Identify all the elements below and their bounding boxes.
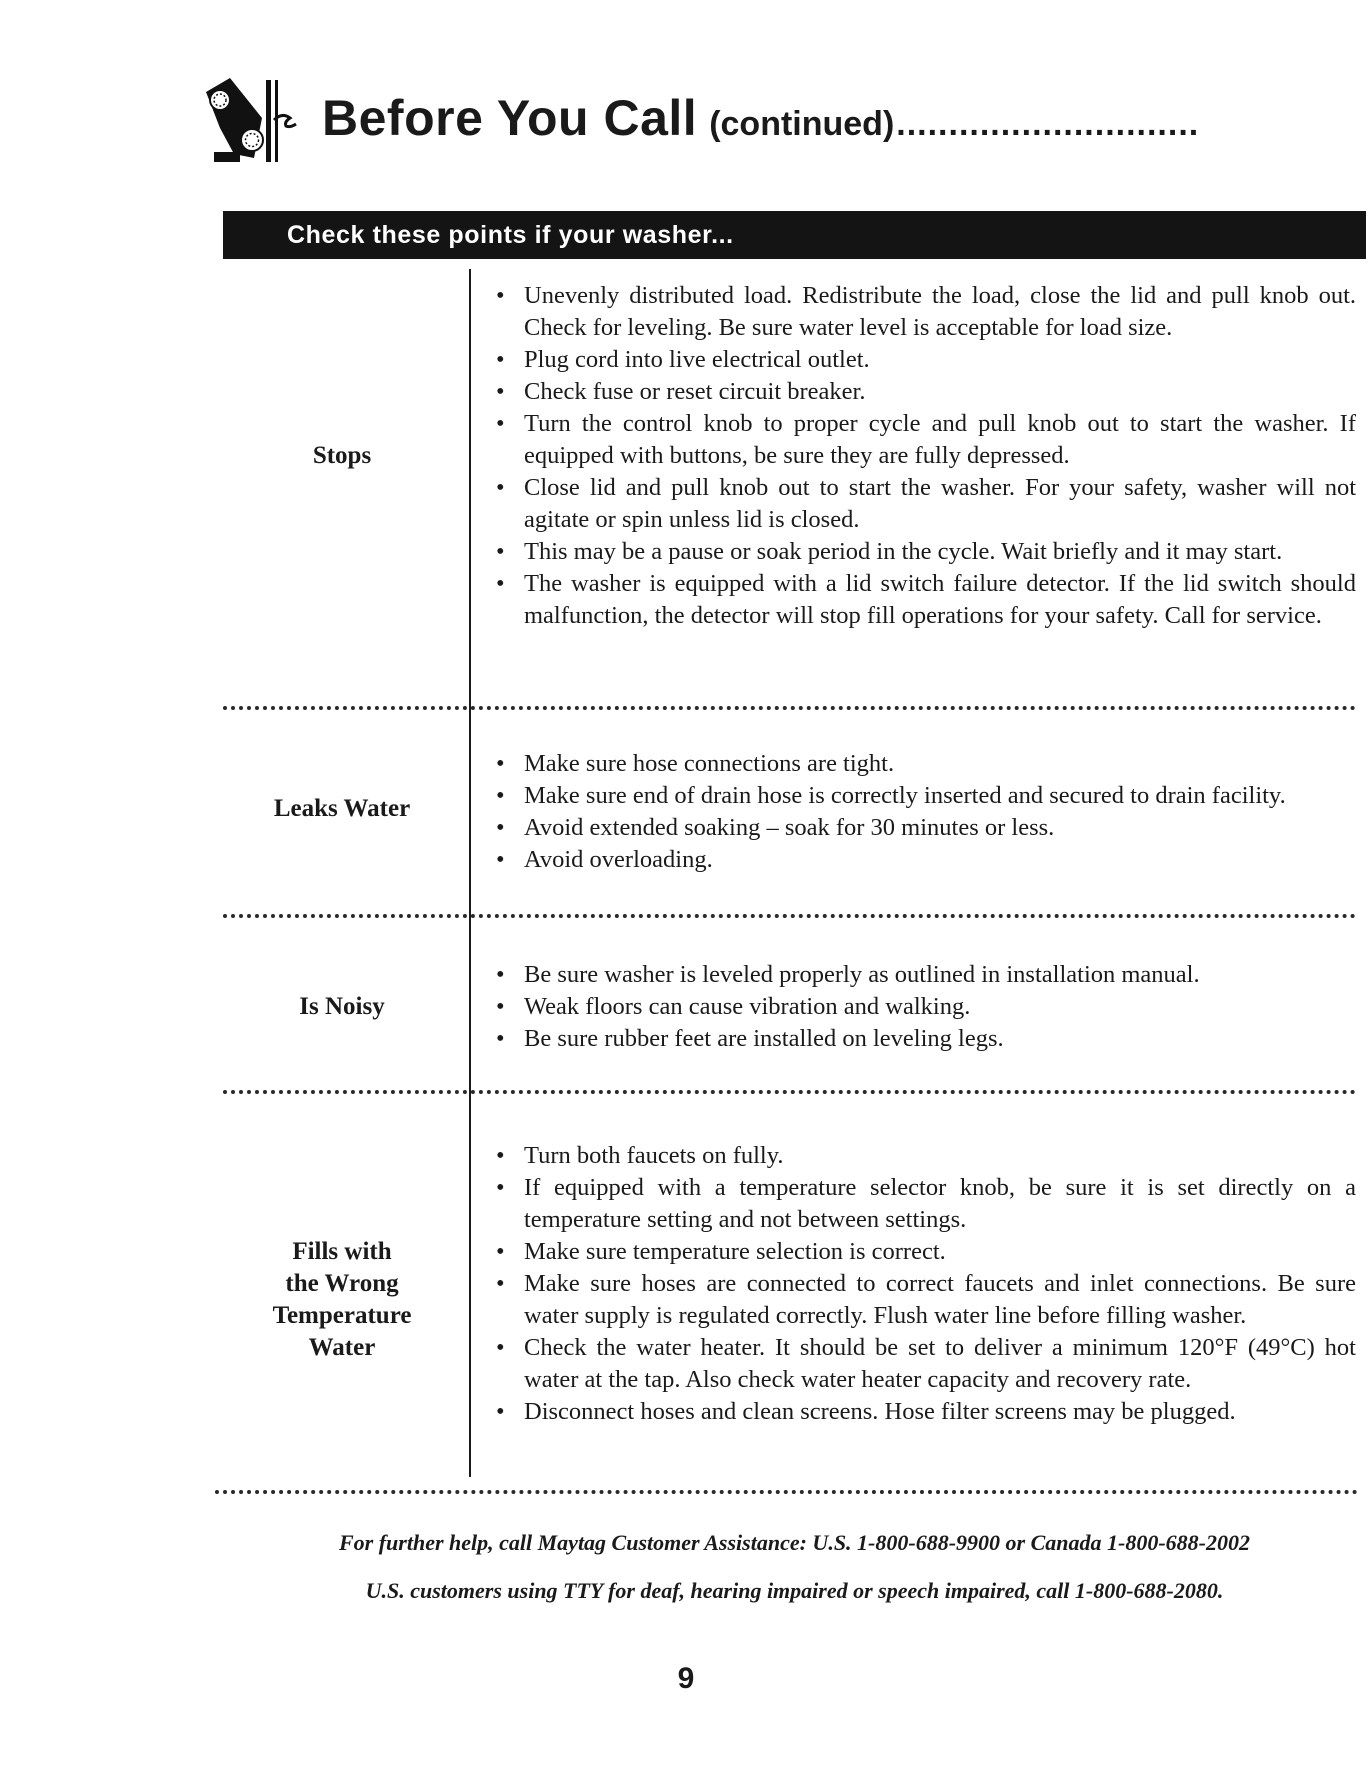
list-item: • Make sure hose connections are tight. bbox=[490, 748, 1356, 780]
label-line: Fills with bbox=[292, 1238, 392, 1265]
row-list-leaks-water bbox=[490, 748, 1356, 876]
list-item: • Avoid overloading. bbox=[490, 844, 1356, 876]
row-separator bbox=[223, 1090, 1356, 1094]
list-item: • Make sure end of drain hose is correctly inserted and secured to drain facility. bbox=[490, 780, 1356, 812]
footer-line-tty: U.S. customers using TTY for deaf, hearing impaired or speech impaired, call 1-800-688-2080. bbox=[365, 1578, 1224, 1603]
row-separator bbox=[223, 914, 1356, 918]
column-divider bbox=[469, 269, 471, 1477]
label-line: Temperature bbox=[272, 1302, 412, 1329]
label-line: Water bbox=[308, 1334, 376, 1361]
section-banner: Check these points if your washer... bbox=[223, 211, 1366, 259]
technician-icon bbox=[200, 70, 320, 166]
list-item: • Turn the control knob to proper cycle and pull knob out to start the washer. If equipped with buttons, be sure they are fully depressed. bbox=[490, 408, 1356, 472]
list-item: • This may be a pause or soak period in the cycle. Wait briefly and it may start. bbox=[490, 536, 1356, 568]
row-separator bbox=[215, 1490, 1358, 1494]
row-list-stops bbox=[490, 280, 1356, 632]
page-header bbox=[200, 70, 1370, 166]
list-item: • Weak floors can cause vibration and walking. bbox=[490, 991, 1356, 1023]
list-item: • If equipped with a temperature selector knob, be sure it is set directly on a temperature setting and not between settings. bbox=[490, 1172, 1356, 1236]
list-item: • Unevenly distributed load. Redistribute the load, close the lid and pull knob out. Check for leveling. Be sure water level is acceptable for load size. bbox=[490, 280, 1356, 344]
page-title bbox=[322, 89, 1199, 147]
list-item: • Close lid and pull knob out to start the washer. For your safety, washer will not agitate or spin unless lid is closed. bbox=[490, 472, 1356, 536]
page-number: 9 bbox=[677, 1662, 695, 1695]
list-item: • Check the water heater. It should be set to deliver a minimum 120°F (49°C) hot water at the tap. Also check water heater capacity and recovery rate. bbox=[490, 1332, 1356, 1396]
row-label-leaks-water: Leaks Water bbox=[273, 795, 411, 822]
list-item: • Make sure hoses are connected to correct faucets and inlet connections. Be sure water supply is regulated correctly. Flush water line before filling washer. bbox=[490, 1268, 1356, 1332]
list-item: • Disconnect hoses and clean screens. Hose filter screens may be plugged. bbox=[490, 1396, 1356, 1428]
row-label-stops: Stops bbox=[312, 442, 372, 469]
row-list-wrong-temperature bbox=[490, 1140, 1356, 1428]
label-line: the Wrong bbox=[285, 1270, 399, 1297]
list-item: • Make sure temperature selection is correct. bbox=[490, 1236, 1356, 1268]
title-main: Before You Call bbox=[322, 90, 698, 146]
row-label-wrong-temperature bbox=[223, 1236, 461, 1364]
list-item: • Plug cord into live electrical outlet. bbox=[490, 344, 1356, 376]
footer-help bbox=[223, 1528, 1366, 1606]
title-continued: (continued) bbox=[709, 105, 895, 143]
row-list-is-noisy bbox=[490, 959, 1356, 1055]
row-label-is-noisy: Is Noisy bbox=[299, 993, 385, 1020]
list-item: • The washer is equipped with a lid switch failure detector. If the lid switch should malfunction, the detector will stop fill operations for your safety. Call for service. bbox=[490, 568, 1356, 632]
list-item: • Be sure rubber feet are installed on leveling legs. bbox=[490, 1023, 1356, 1055]
row-separator bbox=[223, 706, 1356, 710]
list-item: • Turn both faucets on fully. bbox=[490, 1140, 1356, 1172]
footer-line-phone: For further help, call Maytag Customer Assistance: U.S. 1-800-688-9900 or Canada 1-800-688-2002 bbox=[338, 1530, 1250, 1555]
title-leader-dots: ............................. bbox=[896, 105, 1200, 143]
list-item: • Avoid extended soaking – soak for 30 minutes or less. bbox=[490, 812, 1356, 844]
list-item: • Be sure washer is leveled properly as outlined in installation manual. bbox=[490, 959, 1356, 991]
list-item: • Check fuse or reset circuit breaker. bbox=[490, 376, 1356, 408]
